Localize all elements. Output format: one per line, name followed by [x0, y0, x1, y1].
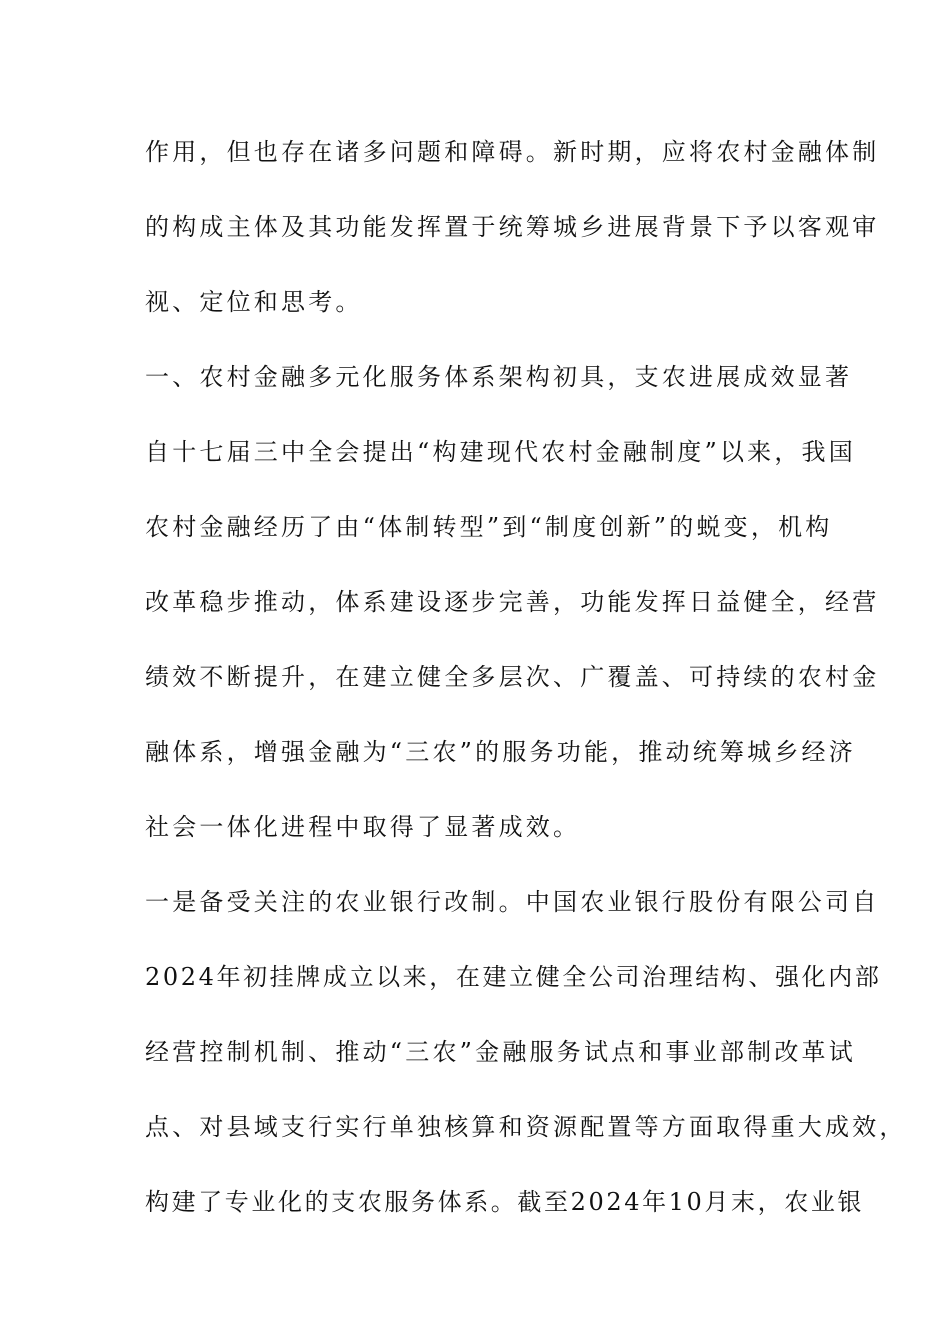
paragraph-line: 自十七届三中全会提出“构建现代农村金融制度”以来，我国	[145, 438, 856, 466]
paragraph-line: 绩效不断提升，在建立健全多层次、广覆盖、可持续的农村金	[145, 663, 880, 691]
paragraph-line: 一是备受关注的农业银行改制。中国农业银行股份有限公司自	[145, 888, 880, 916]
paragraph-line: 农村金融经历了由“体制转型”到“制度创新”的蜕变，机构	[145, 513, 833, 541]
paragraph-line: 作用，但也存在诸多问题和障碍。新时期，应将农村金融体制	[145, 138, 880, 166]
paragraph-line: 社会一体化进程中取得了显著成效。	[145, 813, 581, 841]
paragraph-line: 视、定位和思考。	[145, 288, 363, 316]
paragraph-line: 改革稳步推动，体系建设逐步完善，功能发挥日益健全，经营	[145, 588, 880, 616]
paragraph-line: 的构成主体及其功能发挥置于统筹城乡进展背景下予以客观审	[145, 213, 880, 241]
paragraph-line: 2024年初挂牌成立以来，在建立健全公司治理结构、强化内部	[145, 963, 882, 991]
paragraph-line: 点、对县域支行实行单独核算和资源配置等方面取得重大成效，	[145, 1113, 907, 1141]
paragraph-line: 构建了专业化的支农服务体系。截至2024年10月末，农业银	[145, 1188, 865, 1216]
paragraph-line: 经营控制机制、推动“三农”金融服务试点和事业部制改革试	[145, 1038, 856, 1066]
paragraph-line: 融体系，增强金融为“三农”的服务功能，推动统筹城乡经济	[145, 738, 856, 766]
section-heading: 一、农村金融多元化服务体系架构初具，支农进展成效显著	[145, 363, 853, 391]
